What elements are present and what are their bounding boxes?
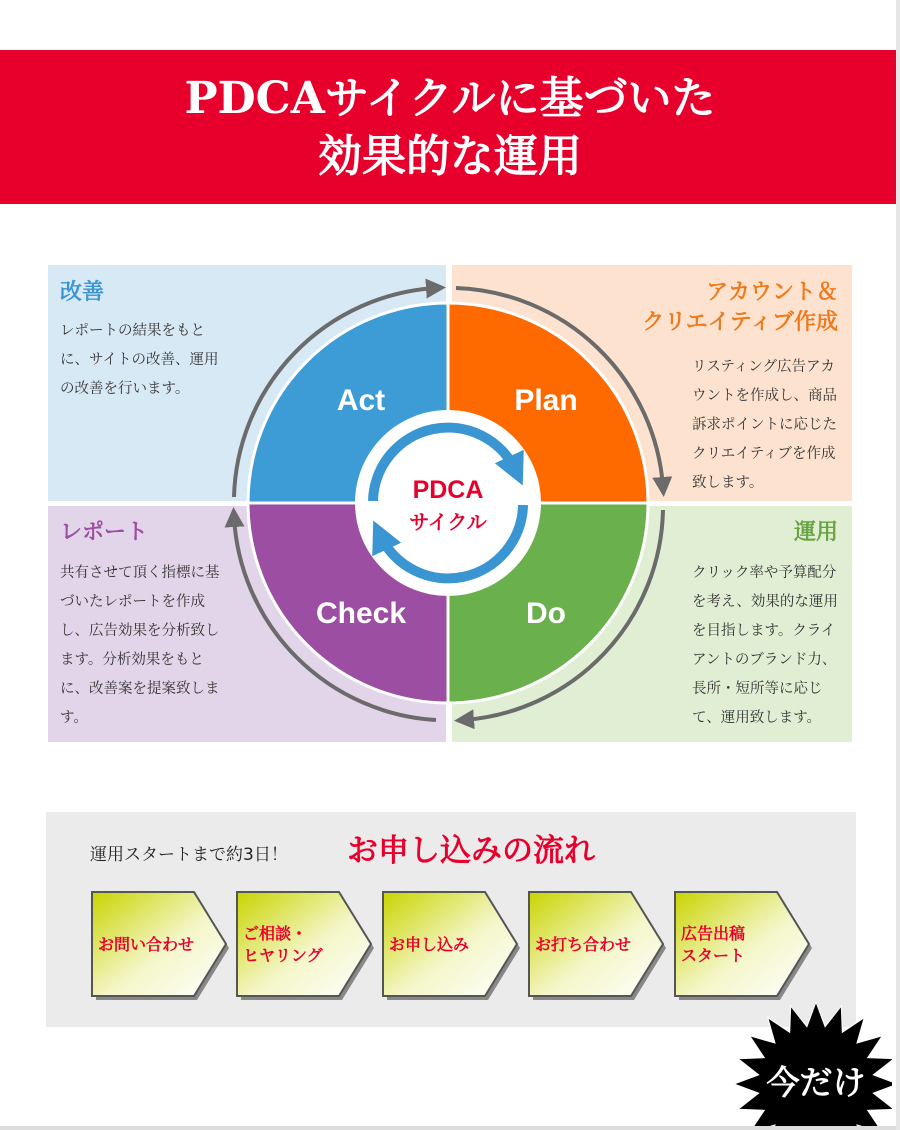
page-title-line1: PDCAサイクルに基づいた [184,73,716,124]
pdca-cycle-diagram [220,265,680,745]
do-label: Do [526,597,566,630]
do-title: 運用 [793,520,838,545]
flow-step-inquiry [90,890,230,1000]
header-banner [0,50,900,204]
plan-title-line2: クリエイティブ作成 [642,310,838,335]
flow-title: お申し込みの流れ [347,833,595,869]
limited-time-label: 今だけ [766,1063,866,1102]
check-label: Check [315,597,407,630]
plan-title-line1: アカウント＆ [706,280,838,305]
flow-step-label: お打ち合わせ [535,935,632,954]
bottom-divider [0,1126,900,1130]
flow-step-ad-start [673,890,813,1000]
right-edge-shadow [896,0,900,1130]
flow-step-label: 広告出稿 スタート [681,924,746,965]
flow-lead-text: 運用スタートまで約3日！ [90,845,288,865]
flow-step-application [381,890,521,1000]
center-label-line2: サイクル [409,510,487,534]
check-description: 共有させて頂く指標に基づいたレポートを作成し、広告効果を分析致します。分析効果をもとに、改善案を提案致します。 [60,565,220,726]
page-title-line2: 効果的な運用 [318,131,582,182]
act-description: レポートの結果をもとに、サイトの改善、運用の改善を行います。 [60,323,219,397]
plan-label: Plan [514,384,578,417]
act-title: 改善 [60,280,105,305]
flow-step-label: ご相談・ ヒヤリング [243,924,323,965]
check-title: レポート [60,520,149,545]
flow-step-meeting [527,890,667,1000]
limited-time-badge[interactable] [732,1000,892,1126]
do-description: クリック率や予算配分を考え、効果的な運用を目指します。クライアントのブランド力、長所・短所等に応じて、運用致します。 [692,565,838,726]
act-label: Act [336,384,386,417]
plan-description: リスティング広告アカウントを作成し、商品訴求ポイントに応じたクリエイティブを作成致します。 [692,359,837,491]
flow-step-consultation [235,890,375,1000]
center-label-line1: PDCA [412,476,484,504]
flow-step-label: お申し込み [389,935,470,954]
flow-step-label: お問い合わせ [98,935,195,954]
